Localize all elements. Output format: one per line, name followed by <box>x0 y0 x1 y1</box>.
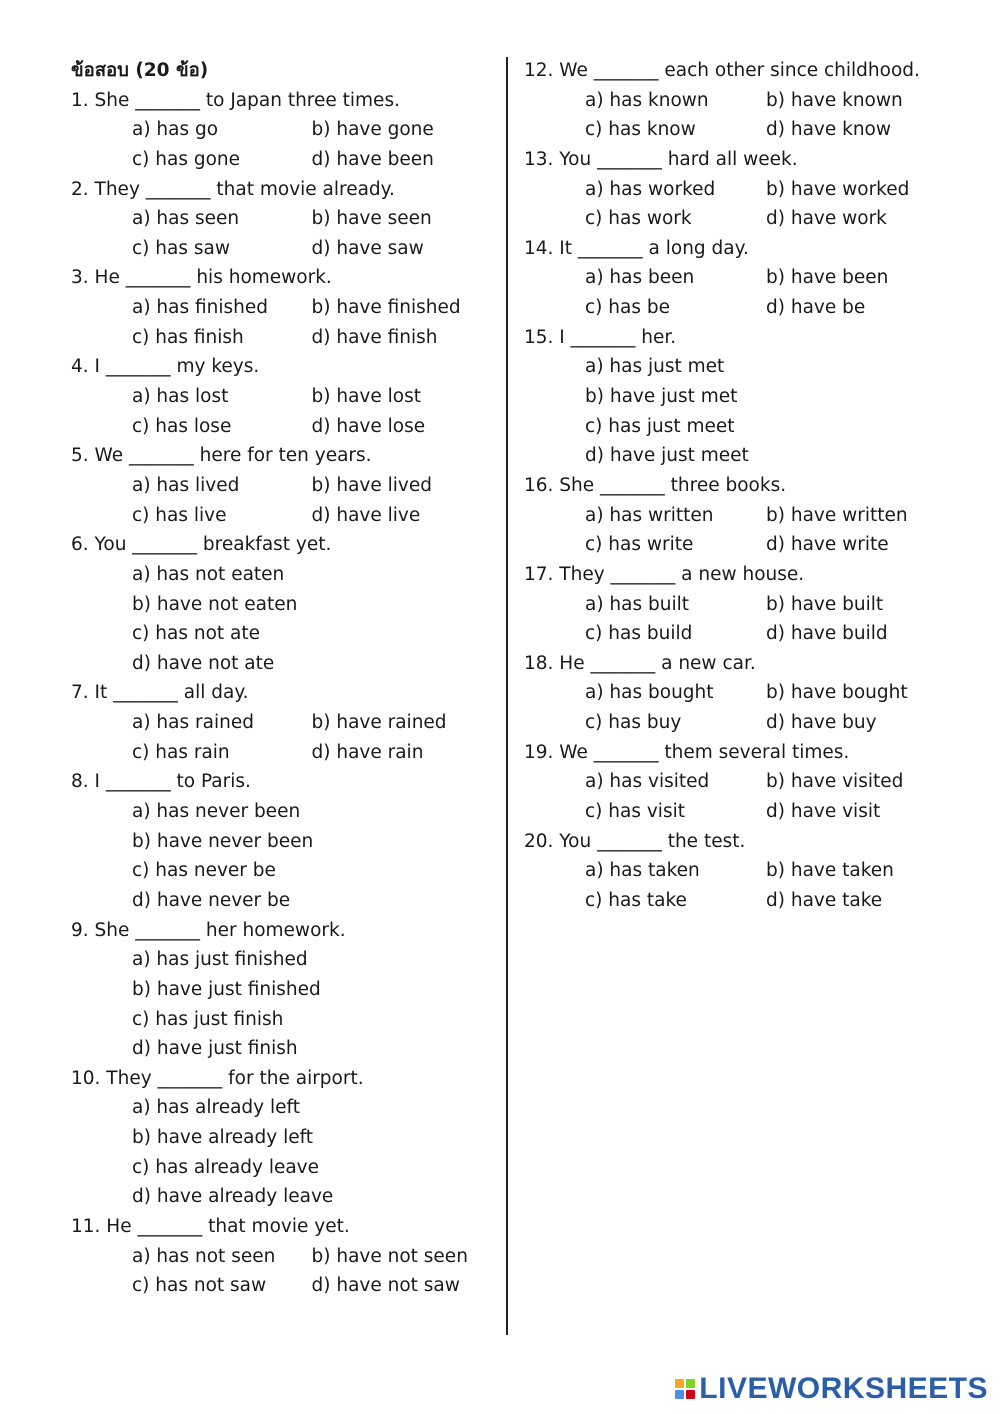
option-row <box>524 86 964 116</box>
question-text: 6. You _______ breakfast yet. <box>71 534 332 556</box>
option-row <box>524 767 964 797</box>
question-text: 18. He _______ a new car. <box>524 652 756 674</box>
option-row <box>71 738 491 768</box>
question-list-right <box>524 56 964 916</box>
option-row <box>524 204 964 234</box>
liveworksheets-logo-icon <box>675 1379 695 1399</box>
option-row <box>71 145 491 175</box>
answer-option[interactable]: c) has gone <box>132 148 241 170</box>
question-text: 19. We _______ them several times. <box>524 741 850 763</box>
option-row <box>524 501 964 531</box>
answer-option[interactable]: a) has lost <box>132 386 229 408</box>
answer-option[interactable]: a) has seen <box>132 208 240 230</box>
answer-option[interactable]: b) have finished <box>311 297 461 319</box>
option-row <box>524 530 964 560</box>
answer-option[interactable]: a) has not seen <box>132 1245 276 1267</box>
option-row <box>71 708 491 738</box>
answer-option[interactable]: b) have written <box>766 504 908 526</box>
answer-option[interactable]: b) have bought <box>766 682 908 704</box>
answer-option[interactable]: d) have be <box>766 297 866 319</box>
option-row <box>524 886 964 916</box>
answer-option[interactable]: c) has buy <box>585 712 682 734</box>
answer-option[interactable]: b) have not seen <box>311 1245 468 1267</box>
answer-option[interactable]: c) has write <box>585 534 694 556</box>
option-row <box>524 293 964 323</box>
answer-option[interactable]: b) have known <box>766 89 903 111</box>
option-row <box>524 175 964 205</box>
answer-option[interactable]: b) have lived <box>311 474 432 496</box>
answer-option[interactable]: a) has visited <box>585 771 710 793</box>
option-row <box>71 1242 491 1272</box>
option-row <box>71 501 491 531</box>
question-text: 11. He _______ that movie yet. <box>71 1215 350 1237</box>
option-row <box>524 708 964 738</box>
answer-option[interactable]: a) has written <box>585 504 714 526</box>
question-list-left <box>71 86 491 1301</box>
question-text: 17. They _______ a new house. <box>524 563 805 585</box>
brand-name: LIVEWORKSHEETS <box>699 1372 988 1405</box>
option-row <box>524 590 964 620</box>
option-row <box>524 619 964 649</box>
answer-option[interactable]: a) has never been <box>132 801 301 823</box>
answer-option[interactable]: a) has lived <box>132 474 240 496</box>
answer-option[interactable]: a) has been <box>585 267 695 289</box>
answer-option[interactable]: d) have not ate <box>132 652 275 674</box>
question-text: 7. It _______ all day. <box>71 682 249 704</box>
answer-option[interactable]: d) have been <box>311 148 434 170</box>
answer-option[interactable]: b) have built <box>766 593 884 615</box>
option-row <box>71 293 491 323</box>
answer-option[interactable]: d) have buy <box>766 712 877 734</box>
answer-option[interactable]: d) have rain <box>311 741 424 763</box>
answer-option[interactable]: d) have work <box>766 208 887 230</box>
answer-option[interactable]: c) has be <box>585 297 670 319</box>
answer-option[interactable]: a) has go <box>132 119 219 141</box>
answer-option[interactable]: d) have just finish <box>132 1038 298 1060</box>
answer-option[interactable]: d) have take <box>766 889 883 911</box>
answer-option[interactable]: c) has just meet <box>585 415 735 437</box>
option-row <box>71 1271 491 1301</box>
answer-option[interactable]: b) have taken <box>766 860 894 882</box>
option-row <box>524 115 964 145</box>
answer-option[interactable]: c) has not saw <box>132 1275 267 1297</box>
option-row <box>524 263 964 293</box>
question-text: 16. She _______ three books. <box>524 474 787 496</box>
answer-option[interactable]: d) have just meet <box>585 445 749 467</box>
option-row <box>71 204 491 234</box>
answer-option[interactable]: d) have know <box>766 119 892 141</box>
option-row <box>524 678 964 708</box>
answer-option[interactable]: a) has worked <box>585 178 716 200</box>
answer-option[interactable]: b) have worked <box>766 178 910 200</box>
answer-option[interactable]: c) has build <box>585 623 693 645</box>
question-text: 8. I _______ to Paris. <box>71 771 251 793</box>
option-row <box>524 797 964 827</box>
option-row <box>71 471 491 501</box>
answer-option[interactable]: c) has finish <box>132 326 244 348</box>
answer-option[interactable]: d) have finish <box>311 326 438 348</box>
answer-option[interactable]: b) have just met <box>585 386 738 408</box>
question-text: 3. He _______ his homework. <box>71 267 332 289</box>
answer-option[interactable]: b) have never been <box>132 830 314 852</box>
answer-option[interactable]: a) has not eaten <box>132 563 285 585</box>
logo-square <box>686 1390 695 1399</box>
answer-option[interactable]: c) has rain <box>132 741 230 763</box>
answer-option[interactable]: c) has work <box>585 208 692 230</box>
question-text: 9. She _______ her homework. <box>71 919 346 941</box>
question-text: 1. She _______ to Japan three times. <box>71 89 400 111</box>
answer-option[interactable]: c) has lose <box>132 415 232 437</box>
question-text: 10. They _______ for the airport. <box>71 1067 364 1089</box>
answer-option[interactable]: d) have already leave <box>132 1186 334 1208</box>
answer-option[interactable]: b) have already left <box>132 1127 314 1149</box>
answer-option[interactable]: d) have write <box>766 534 889 556</box>
question-text: 5. We _______ here for ten years. <box>71 445 372 467</box>
answer-option[interactable]: a) has rained <box>132 712 254 734</box>
footer-logo[interactable] <box>675 1372 988 1406</box>
answer-option[interactable]: b) have rained <box>311 712 447 734</box>
option-row <box>71 234 491 264</box>
answer-option[interactable]: c) has just finish <box>132 1008 284 1030</box>
answer-option[interactable]: b) have not eaten <box>132 593 298 615</box>
answer-option[interactable]: a) has taken <box>585 860 700 882</box>
answer-option[interactable]: d) have build <box>766 623 888 645</box>
answer-option[interactable]: c) has live <box>132 504 227 526</box>
answer-option[interactable]: a) has finished <box>132 297 269 319</box>
logo-square <box>686 1379 695 1388</box>
page-title: ข้อสอบ (20 ข้อ) <box>71 60 209 81</box>
column-divider <box>506 57 508 1335</box>
option-row <box>71 323 491 353</box>
question-text: 13. You _______ hard all week. <box>524 148 798 170</box>
answer-option[interactable]: c) has not ate <box>132 623 261 645</box>
question-text: 20. You _______ the test. <box>524 830 746 852</box>
answer-option[interactable]: b) have just finished <box>132 978 321 1000</box>
option-row <box>71 115 491 145</box>
answer-option[interactable]: d) have saw <box>311 237 424 259</box>
left-column <box>71 56 491 1301</box>
answer-option[interactable]: d) have not saw <box>311 1275 460 1297</box>
answer-option[interactable]: b) have been <box>766 267 889 289</box>
answer-option[interactable]: c) has never be <box>132 860 276 882</box>
answer-option[interactable]: b) have gone <box>311 119 434 141</box>
question-text: 15. I _______ her. <box>524 326 677 348</box>
answer-option[interactable]: a) has already left <box>132 1097 300 1119</box>
answer-option[interactable]: c) has saw <box>132 237 230 259</box>
answer-option[interactable]: c) has already leave <box>132 1156 320 1178</box>
answer-option[interactable]: b) have lost <box>311 386 421 408</box>
answer-option[interactable]: a) has known <box>585 89 709 111</box>
answer-option[interactable]: a) has just met <box>585 356 725 378</box>
question-text: 4. I _______ my keys. <box>71 356 260 378</box>
answer-option[interactable]: c) has know <box>585 119 696 141</box>
option-row <box>71 382 491 412</box>
answer-option[interactable]: c) has visit <box>585 801 685 823</box>
answer-option[interactable]: a) has built <box>585 593 690 615</box>
answer-option[interactable]: a) has just finished <box>132 949 308 971</box>
right-column <box>524 56 964 916</box>
answer-option[interactable]: b) have seen <box>311 208 432 230</box>
answer-option[interactable]: a) has bought <box>585 682 714 704</box>
answer-option[interactable]: b) have visited <box>766 771 904 793</box>
logo-square <box>675 1390 684 1399</box>
question-text: 14. It _______ a long day. <box>524 237 749 259</box>
answer-option[interactable]: d) have never be <box>132 889 291 911</box>
option-row <box>71 412 491 442</box>
question-text: 12. We _______ each other since childhood. <box>524 60 920 81</box>
question-text: 2. They _______ that movie already. <box>71 178 395 200</box>
answer-option[interactable]: d) have visit <box>766 801 881 823</box>
answer-option[interactable]: c) has take <box>585 889 687 911</box>
answer-option[interactable]: d) have live <box>311 504 421 526</box>
option-row <box>524 856 964 886</box>
answer-option[interactable]: d) have lose <box>311 415 426 437</box>
logo-square <box>675 1379 684 1388</box>
